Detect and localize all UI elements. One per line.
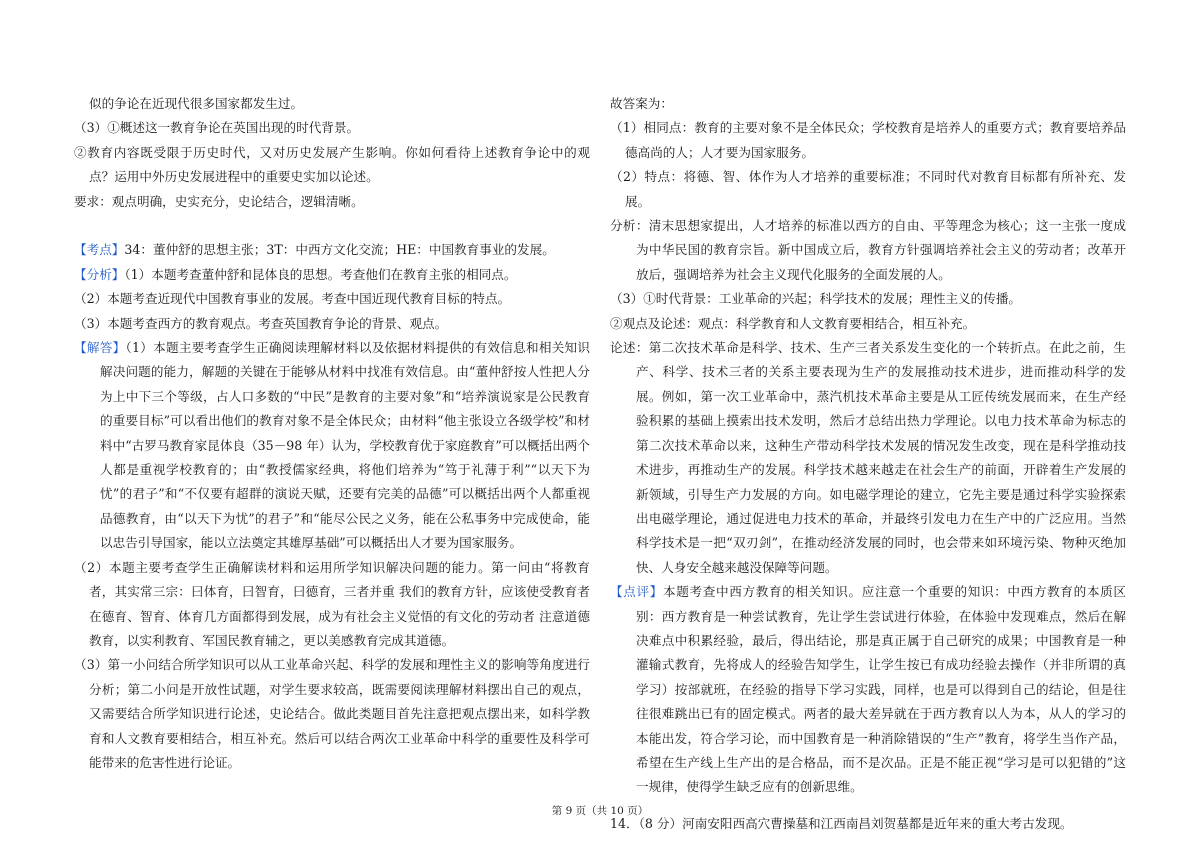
- answer-1: （1）相同点：教育的主要对象不是全体民众；学校教育是培养人的重要方式；教育要培养品德高尚的人；人才要为国家服务。: [610, 120, 1126, 160]
- dianping-tag: 【点评】: [610, 584, 663, 600]
- fenxi-tag: 【分析】: [74, 266, 125, 282]
- fenxi-text-3: （3）本题考查西方的教育观点。考查英国教育争论的背景、观点。: [74, 315, 448, 331]
- jieda-tag: 【解答】: [74, 340, 126, 356]
- fenxi-section: [74, 263, 590, 287]
- page-footer: 第 9 页（共 10 页）: [551, 805, 649, 817]
- answer-3-part-2: ②观点及论述：观点：科学教育和人文教育要相结合，相互补充。: [610, 315, 976, 331]
- answer-2: （2）特点：将德、智、体作为人才培养的重要标准；不同时代对教育目标都有所补充、发展。: [610, 169, 1126, 209]
- spacer: [74, 214, 590, 238]
- left-column: [74, 92, 590, 775]
- right-column: [610, 92, 1126, 836]
- fenxi-text-1: （1）本题考查董仲舒和昆体良的思想。考查他们在教育主张的相同点。: [124, 266, 517, 282]
- fenxi-text-2: （2）本题考查近现代中国教育事业的发展。考查中国近现代教育目标的特点。: [74, 291, 511, 307]
- answer-3-part-1: （3）①时代背景：工业革命的兴起；科学技术的发展；理性主义的传播。: [610, 291, 1022, 307]
- jieda-text-1: （1）本题主要考查学生正确阅读理解材料以及依据材料提供的有效信息和相关知识解决问题的能力，解题的关键在于能够从材料中找准有效信息。由“董仲舒按人性把人分为上中下三个等级，占人口多数的“中民”是教育的主要对象”和“培养演说家是公民教育的重要目标”可以看出他们的教育对象不是全体民众；由材料“他主张设立各级学校”和材料中“古罗马教育家昆体良（35－98 年）认为，学校教育优于家庭教育”可以概括出两个人都是重视学校教育的；由“教授儒家经典，将他们培养为“笃于礼薄于利”“以天下为忧”的君子”和“不仅要有超群的演说天赋，还要有完美的品德”可以概括出两个人都重视品德教育，由“以天下为忧”的君子”和“能尽公民之义务，能在公私事务中完成使命，能以忠告引导国家，能以立法奠定其雄厚基础”可以概括出人才要为国家服务。: [100, 340, 591, 551]
- question-requirements: 要求：观点明确，史实充分，史论结合，逻辑清晰。: [74, 193, 364, 209]
- answer-argument: 论述：第二次技术革命是科学、技术、生产三者关系发生变化的一个转折点。在此之前，生产、科学、技术三者的关系主要表现为生产的发展推动技术进步，进而推动科学的发展。例如，第一次工业革命中，蒸汽机技术革命主要是从工匠传统发展而来，在生产经验积累的基础上摸索出技术发明，然后才总结出热力学理论。以电力技术革命为标志的第二次技术革命以来，这种生产带动科学技术发展的情况发生改变，现在是科学推动技术进步，再推动生产的发展。科学技术越来越走在社会生产的前面，开辟着生产发展的新领域，引导生产力发展的方向。如电磁学理论的建立，它先主要是通过科学实验探索出电磁学理论，通过促进电力技术的革命，并最终引发电力在生产中的广泛应用。当然科学技术是一把“双刃剑”，在推动经济发展的同时，也会带来如环境污染、物种灭绝加快、人身安全越来越没保障等问题。: [610, 340, 1126, 575]
- question-3-part-1: （3）①概述这一教育争论在英国出现的时代背景。: [74, 120, 360, 136]
- dianping-text: 本题考查中西方教育的相关知识。应注意一个重要的知识：中西方教育的本质区别：西方教育是一种尝试教育，先让学生尝试进行体验，在体验中发现难点，然后在解决难点中积累经验，最后，得出结论，那是真正属于自己研究的成果；中国教育是一种灌输式教育，先将成人的经验告知学生，让学生按已有成功经验去操作（并非所谓的真学习）按部就班，在经验的指导下学习实践，同样，也是可以得到自己的结论，但是往往很难跳出已有的固定模式。两者的最大差异就在于西方教育以人为本，从人的学习的本能出发，符合学习论，而中国教育是一种消除错误的“生产”教育，将学生当作产品，希望在生产线上生产出的是合格品，而不是次品。正是不能正视“学习是可以犯错的”这一规律，使得学生缺乏应有的创新思维。: [636, 584, 1127, 795]
- answer-analysis: 分析：清末思想家提出，人才培养的标准以西方的自由、平等理念为核心；这一主张一度成为中华民国的教育宗旨。新中国成立后，教育方针强调培养社会主义的劳动者；改革开放后，强调培养为社会主义现代化服务的全面发展的人。: [610, 218, 1126, 282]
- question-3-part-2: ②教育内容既受限于历史时代，又对历史发展产生影响。你如何看待上述教育争论中的观点？运用中外历史发展进程中的重要史实加以论述。: [74, 144, 590, 185]
- dianping-section: [610, 580, 1126, 800]
- kaodian-text: 34：董仲舒的思想主张；3T：中西方文化交流；HE：中国教育事业的发展。: [124, 242, 555, 258]
- kaodian-tag: 【考点】: [74, 242, 125, 258]
- jieda-text-3: （3）第一小问结合所学知识可以从工业革命兴起、科学的发展和理性主义的影响等角度进行分析；第二小问是开放性试题，对学生要求较高，既需要阅读理解材料摆出自己的观点，又需要结合所学知识进行论述，史论结合。做此类题目首先注意把观点摆出来，如科学教育和人文教育要相结合，相互补充。然后可以结合两次工业革命中科学的重要性及科学可能带来的危害性进行论证。: [74, 657, 590, 770]
- jieda-section: [74, 336, 590, 556]
- question-14: 14．（8 分）河南安阳西高穴曹操墓和江西南昌刘贺墓都是近年来的重大考古发现。: [610, 815, 1073, 831]
- jieda-text-2: （2）本题主要考查学生正确解读材料和运用所学知识解决问题的能力。第一问由“将教育者，其实常三宗：曰体育，曰智育，曰德育，三者并重 我们的教育方针，应该使受教育者在德育、智育、体育几方面都得到发展，成为有社会主义觉悟的有文化的劳动者 注意道德教育，以实利教育、军国民教育辅之，更以美感教育完成其道德。: [74, 559, 590, 648]
- kaodian-section: [74, 238, 590, 262]
- question-continuation: 似的争论在近现代很多国家都发生过。: [89, 96, 304, 111]
- answer-intro: 故答案为：: [610, 96, 673, 111]
